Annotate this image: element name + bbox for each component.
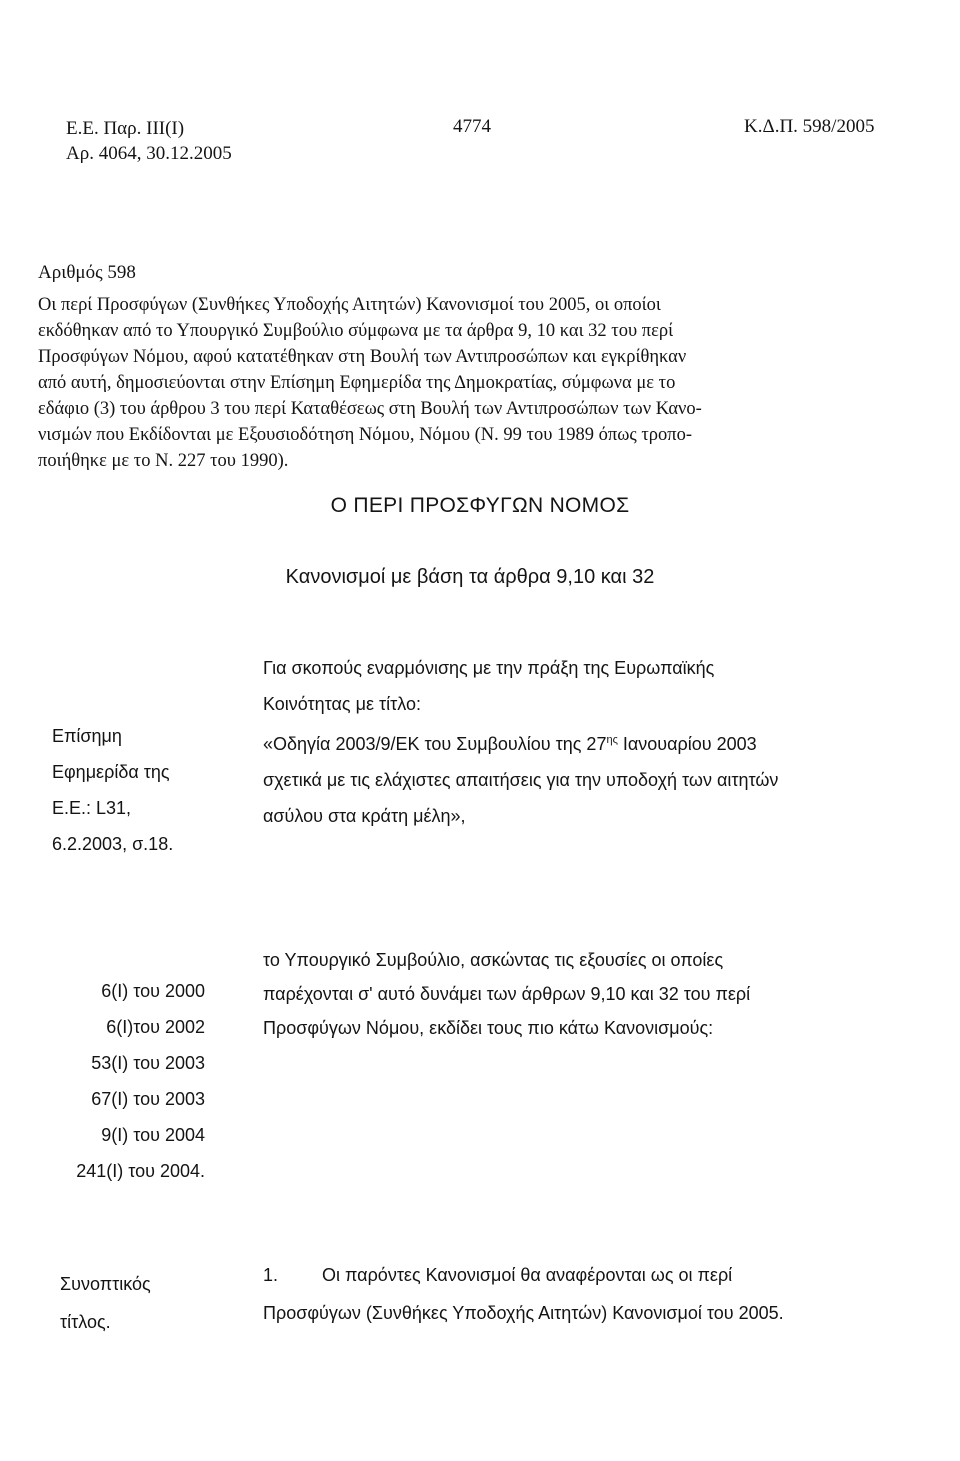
page-number: 4774 <box>453 116 491 137</box>
law-reference: 53(Ι) του 2003 <box>91 1053 205 1073</box>
margin-note-line: Συνοπτικός <box>60 1274 151 1294</box>
intro-line: Προσφύγων Νόμου, αφού κατατέθηκαν στη Βουλή των Αντιπροσώπων και εγκρίθηκαν <box>38 347 687 367</box>
purpose-line: Για σκοπούς εναρμόνισης με την πράξη της Ευρωπαϊκής <box>263 658 715 678</box>
article-text-line: Προσφύγων (Συνθήκες Υποδοχής Αιτητών) Κανονισμοί του 2005. <box>263 1303 784 1323</box>
margin-note-line: Ε.Ε.: L31, <box>52 798 132 818</box>
publication-number: Αριθμός 598 <box>38 262 136 283</box>
regulations-title: Κανονισμοί με βάση τα άρθρα 9,10 και 32 <box>285 566 655 588</box>
ordinal-suffix: ης <box>606 734 618 746</box>
intro-line: εδάφιο (3) του άρθρου 3 του περί Καταθέσεως στη Βουλή των Αντιπροσώπων των Κανο- <box>38 399 702 419</box>
preamble-line: το Υπουργικό Συμβούλιο, ασκώντας τις εξουσίες οι οποίες <box>263 950 724 970</box>
law-title: Ο ΠΕΡΙ ΠΡΟΣΦΥΓΩΝ ΝΟΜΟΣ <box>330 494 630 517</box>
purpose-line: Κοινότητας με τίτλο: <box>263 694 421 714</box>
intro-line: νισμών που Εκδίδονται με Εξουσιοδότηση Νόμου, Νόμου (Ν. 99 του 1989 όπως τροπο- <box>38 425 693 445</box>
gazette-part: Ε.Ε. Παρ. ΙΙΙ(Ι) <box>66 118 185 139</box>
law-reference: 241(Ι) του 2004. <box>76 1161 205 1181</box>
law-reference: 9(Ι) του 2004 <box>101 1125 205 1145</box>
intro-line: από αυτή, δημοσιεύονται στην Επίσημη Εφημερίδα της Δημοκρατίας, σύμφωνα με το <box>38 373 676 393</box>
margin-note-line: Εφημερίδα της <box>52 762 170 782</box>
intro-line: εκδόθηκαν από το Υπουργικό Συμβούλιο σύμφωνα με τα άρθρα 9, 10 και 32 του περί <box>38 321 674 341</box>
margin-note-line: τίτλος. <box>60 1312 111 1332</box>
purpose-line: ασύλου στα κράτη μέλη», <box>263 806 466 826</box>
margin-note-line: 6.2.2003, σ.18. <box>52 834 174 854</box>
eu-journal-reference <box>52 718 173 862</box>
intro-line: ποιήθηκε με το Ν. 227 του 1990). <box>38 451 289 471</box>
preamble-text <box>263 943 750 1045</box>
margin-note-line: Επίσημη <box>52 726 122 746</box>
purpose-line: σχετικά με τις ελάχιστες απαιτήσεις για την υποδοχή των αιτητών <box>263 770 779 790</box>
preamble-line: παρέχονται σ' αυτό δυνάμει των άρθρων 9,10 και 32 του περί <box>263 984 751 1004</box>
law-reference: 6(Ι)του 2002 <box>106 1017 205 1037</box>
law-reference: 67(Ι) του 2003 <box>91 1089 205 1109</box>
article-number: 1. <box>263 1265 279 1285</box>
gazette-reference <box>66 116 232 166</box>
law-reference: 6(Ι) του 2000 <box>101 981 205 1001</box>
purpose-text <box>263 650 778 834</box>
gazette-issue-date: Αρ. 4064, 30.12.2005 <box>66 143 232 164</box>
article-text-line: Οι παρόντες Κανονισμοί θα αναφέρονται ως οι περί <box>322 1265 733 1285</box>
directive-title-start: «Οδηγία 2003/9/ΕΚ του Συμβουλίου της 27 <box>263 734 607 754</box>
preamble-line: Προσφύγων Νόμου, εκδίδει τους πιο κάτω Κανονισμούς: <box>263 1018 714 1038</box>
intro-line: Οι περί Προσφύγων (Συνθήκες Υποδοχής Αιτητών) Κανονισμοί του 2005, οι οποίοι <box>38 295 661 315</box>
regulation-number: Κ.Δ.Π. 598/2005 <box>744 116 875 137</box>
intro-paragraph <box>38 292 878 474</box>
short-title-margin-note <box>60 1265 151 1341</box>
purpose-line <box>263 722 778 762</box>
law-references <box>60 973 205 1189</box>
directive-title-end: Ιανουαρίου 2003 <box>617 734 757 754</box>
